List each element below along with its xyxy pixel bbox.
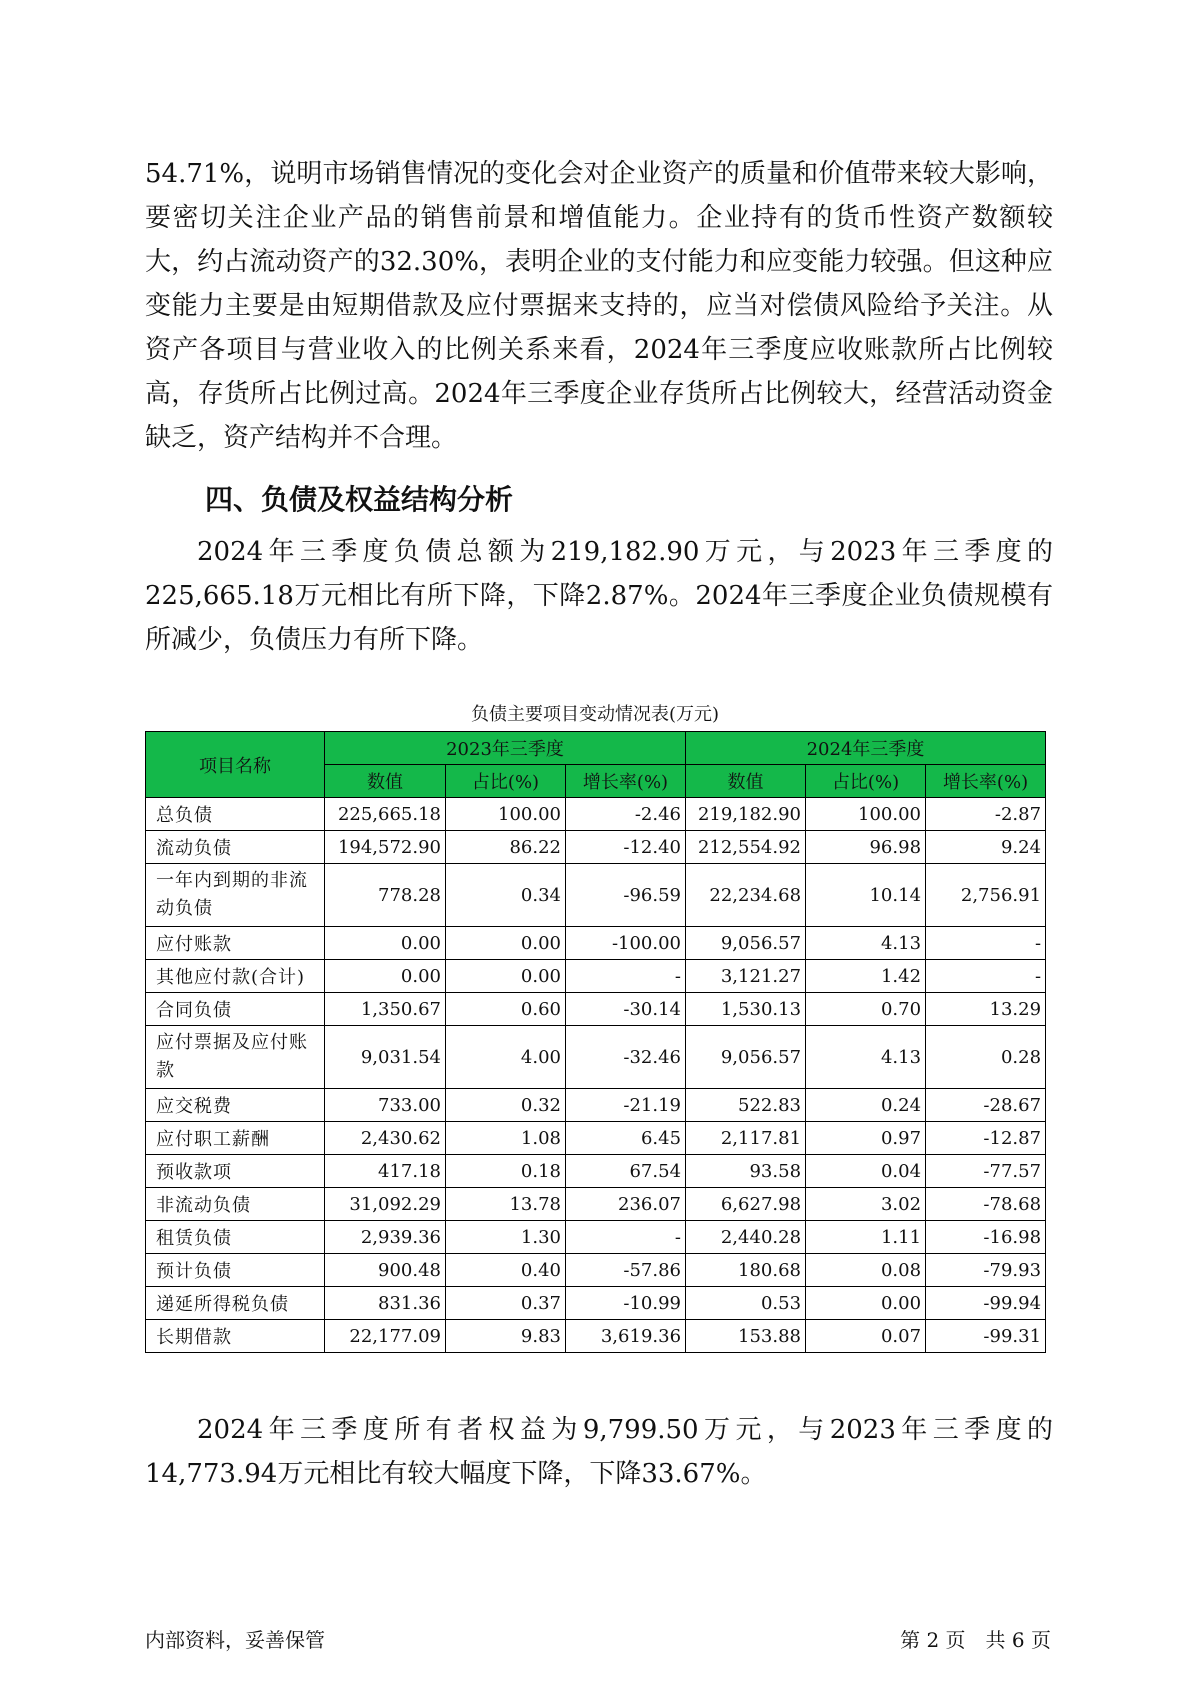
table-row: [146, 1221, 1046, 1254]
row-cell-value: 4.13: [806, 1026, 926, 1089]
row-cell-value: 2,440.28: [686, 1221, 806, 1254]
row-cell-value: 96.98: [806, 831, 926, 864]
row-cell-value: 0.00: [325, 960, 446, 993]
row-cell-value: 2,756.91: [926, 864, 1046, 927]
row-cell-value: 733.00: [325, 1089, 446, 1122]
row-cell-value: 778.28: [325, 864, 446, 927]
table-row: [146, 927, 1046, 960]
subheader-growth-2023: 增长率(%): [566, 765, 686, 798]
table-row: [146, 1188, 1046, 1221]
row-cell-value: 0.60: [446, 993, 566, 1026]
subheader-value-2023: 数值: [325, 765, 446, 798]
row-cell-value: -30.14: [566, 993, 686, 1026]
row-cell-value: -99.94: [926, 1287, 1046, 1320]
row-cell-value: 67.54: [566, 1155, 686, 1188]
row-cell-value: -16.98: [926, 1221, 1046, 1254]
row-cell-value: 194,572.90: [325, 831, 446, 864]
footer-page-number: 第 2 页 共 6 页: [900, 1628, 1051, 1652]
row-cell-value: 2,939.36: [325, 1221, 446, 1254]
row-cell-value: 1.30: [446, 1221, 566, 1254]
row-cell-value: -96.59: [566, 864, 686, 927]
row-cell-value: 236.07: [566, 1188, 686, 1221]
row-cell-value: 219,182.90: [686, 798, 806, 831]
table-row: [146, 1287, 1046, 1320]
row-cell-value: 212,554.92: [686, 831, 806, 864]
header-period-2024: 2024年三季度: [686, 732, 1046, 765]
row-cell-value: 3.02: [806, 1188, 926, 1221]
row-cell-value: 9,056.57: [686, 1026, 806, 1089]
table-row: [146, 1026, 1046, 1089]
row-cell-value: -2.87: [926, 798, 1046, 831]
row-item-name: 一年内到期的非流动负债: [146, 864, 325, 927]
subheader-growth-2024: 增长率(%): [926, 765, 1046, 798]
paragraph-equity-summary: 2024年三季度所有者权益为9,799.50万元，与2023年三季度的14,773.94万元相比有较大幅度下降，下降33.67%。: [145, 1415, 1053, 1489]
row-cell-value: 0.00: [325, 927, 446, 960]
row-cell-value: 10.14: [806, 864, 926, 927]
row-cell-value: -10.99: [566, 1287, 686, 1320]
row-cell-value: -: [926, 960, 1046, 993]
row-cell-value: 153.88: [686, 1320, 806, 1353]
row-cell-value: -77.57: [926, 1155, 1046, 1188]
table-row: [146, 1155, 1046, 1188]
row-cell-value: -21.19: [566, 1089, 686, 1122]
subheader-value-2024: 数值: [686, 765, 806, 798]
table-row: [146, 993, 1046, 1026]
row-cell-value: -28.67: [926, 1089, 1046, 1122]
row-cell-value: -12.40: [566, 831, 686, 864]
row-cell-value: 4.00: [446, 1026, 566, 1089]
row-cell-value: 417.18: [325, 1155, 446, 1188]
row-cell-value: 6,627.98: [686, 1188, 806, 1221]
row-item-name: 预收款项: [146, 1155, 325, 1188]
row-cell-value: 1.11: [806, 1221, 926, 1254]
row-cell-value: -78.68: [926, 1188, 1046, 1221]
row-cell-value: 9,031.54: [325, 1026, 446, 1089]
table-row: [146, 831, 1046, 864]
header-period-2023: 2023年三季度: [325, 732, 686, 765]
row-cell-value: 2,117.81: [686, 1122, 806, 1155]
row-cell-value: 0.24: [806, 1089, 926, 1122]
table-row: [146, 960, 1046, 993]
table-caption: 负债主要项目变动情况表(万元): [470, 704, 720, 725]
row-cell-value: 3,121.27: [686, 960, 806, 993]
row-item-name: 应付职工薪酬: [146, 1122, 325, 1155]
row-item-name: 租赁负债: [146, 1221, 325, 1254]
row-cell-value: 100.00: [446, 798, 566, 831]
row-cell-value: 0.08: [806, 1254, 926, 1287]
row-cell-value: -12.87: [926, 1122, 1046, 1155]
subheader-share-2024: 占比(%): [806, 765, 926, 798]
row-cell-value: -: [926, 927, 1046, 960]
row-cell-value: 0.18: [446, 1155, 566, 1188]
row-cell-value: 522.83: [686, 1089, 806, 1122]
header-item-name: 项目名称: [146, 732, 325, 798]
row-cell-value: 1,530.13: [686, 993, 806, 1026]
row-cell-value: 9.24: [926, 831, 1046, 864]
table-row: [146, 798, 1046, 831]
row-item-name: 应付账款: [146, 927, 325, 960]
row-cell-value: -99.31: [926, 1320, 1046, 1353]
row-cell-value: 2,430.62: [325, 1122, 446, 1155]
row-cell-value: 0.04: [806, 1155, 926, 1188]
row-cell-value: 225,665.18: [325, 798, 446, 831]
liability-table: [145, 731, 1046, 1353]
row-item-name: 非流动负债: [146, 1188, 325, 1221]
table-row: [146, 1254, 1046, 1287]
table-row: [146, 1122, 1046, 1155]
row-cell-value: 180.68: [686, 1254, 806, 1287]
row-cell-value: 0.40: [446, 1254, 566, 1287]
row-cell-value: 0.28: [926, 1026, 1046, 1089]
row-item-name: 长期借款: [146, 1320, 325, 1353]
row-cell-value: 900.48: [325, 1254, 446, 1287]
section-heading: 四、负债及权益结构分析: [205, 483, 514, 516]
row-item-name: 合同负债: [146, 993, 325, 1026]
row-item-name: 预计负债: [146, 1254, 325, 1287]
row-item-name: 其他应付款(合计): [146, 960, 325, 993]
row-cell-value: 1,350.67: [325, 993, 446, 1026]
row-cell-value: 0.70: [806, 993, 926, 1026]
row-cell-value: 100.00: [806, 798, 926, 831]
row-cell-value: -32.46: [566, 1026, 686, 1089]
row-cell-value: 93.58: [686, 1155, 806, 1188]
row-cell-value: 0.07: [806, 1320, 926, 1353]
row-item-name: 总负债: [146, 798, 325, 831]
table-row: [146, 864, 1046, 927]
row-cell-value: 1.42: [806, 960, 926, 993]
row-cell-value: 3,619.36: [566, 1320, 686, 1353]
row-cell-value: 31,092.29: [325, 1188, 446, 1221]
row-cell-value: 0.32: [446, 1089, 566, 1122]
paragraph-liability-summary: 2024年三季度负债总额为219,182.90万元，与2023年三季度的225,665.18万元相比有所下降，下降2.87%。2024年三季度企业负债规模有所减少，负债压力有所下降。: [145, 537, 1053, 655]
row-cell-value: -: [566, 960, 686, 993]
paragraph-asset-structure: 54.71%，说明市场销售情况的变化会对企业资产的质量和价值带来较大影响，要密切关注企业产品的销售前景和增值能力。企业持有的货币性资产数额较大，约占流动资产的32.30%，表明企业的支付能力和应变能力较强。但这种应变能力主要是由短期借款及应付票据来支持的，应当对偿债风险给予关注。从资产各项目与营业收入的比例关系来看，2024年三季度应收账款所占比例较高，存货所占比例过高。2024年三季度企业存货所占比例较大，经营活动资金缺乏，资产结构并不合理。: [145, 159, 1053, 453]
table-row: [146, 1089, 1046, 1122]
row-item-name: 递延所得税负债: [146, 1287, 325, 1320]
table-row: [146, 1320, 1046, 1353]
row-cell-value: 22,177.09: [325, 1320, 446, 1353]
row-cell-value: 86.22: [446, 831, 566, 864]
row-cell-value: 13.78: [446, 1188, 566, 1221]
row-cell-value: 831.36: [325, 1287, 446, 1320]
row-cell-value: -: [566, 1221, 686, 1254]
row-item-name: 流动负债: [146, 831, 325, 864]
row-cell-value: 9.83: [446, 1320, 566, 1353]
row-cell-value: 9,056.57: [686, 927, 806, 960]
row-cell-value: -2.46: [566, 798, 686, 831]
footer-confidential-note: 内部资料，妥善保管: [145, 1628, 325, 1652]
row-cell-value: 22,234.68: [686, 864, 806, 927]
row-cell-value: 0.34: [446, 864, 566, 927]
row-cell-value: 0.97: [806, 1122, 926, 1155]
row-cell-value: 0.37: [446, 1287, 566, 1320]
row-cell-value: 0.00: [446, 960, 566, 993]
row-cell-value: 6.45: [566, 1122, 686, 1155]
row-item-name: 应交税费: [146, 1089, 325, 1122]
row-cell-value: -100.00: [566, 927, 686, 960]
row-cell-value: -79.93: [926, 1254, 1046, 1287]
subheader-share-2023: 占比(%): [446, 765, 566, 798]
row-cell-value: 4.13: [806, 927, 926, 960]
row-cell-value: 1.08: [446, 1122, 566, 1155]
row-cell-value: 0.53: [686, 1287, 806, 1320]
row-cell-value: -57.86: [566, 1254, 686, 1287]
row-cell-value: 0.00: [446, 927, 566, 960]
row-item-name: 应付票据及应付账款: [146, 1026, 325, 1089]
row-cell-value: 13.29: [926, 993, 1046, 1026]
row-cell-value: 0.00: [806, 1287, 926, 1320]
